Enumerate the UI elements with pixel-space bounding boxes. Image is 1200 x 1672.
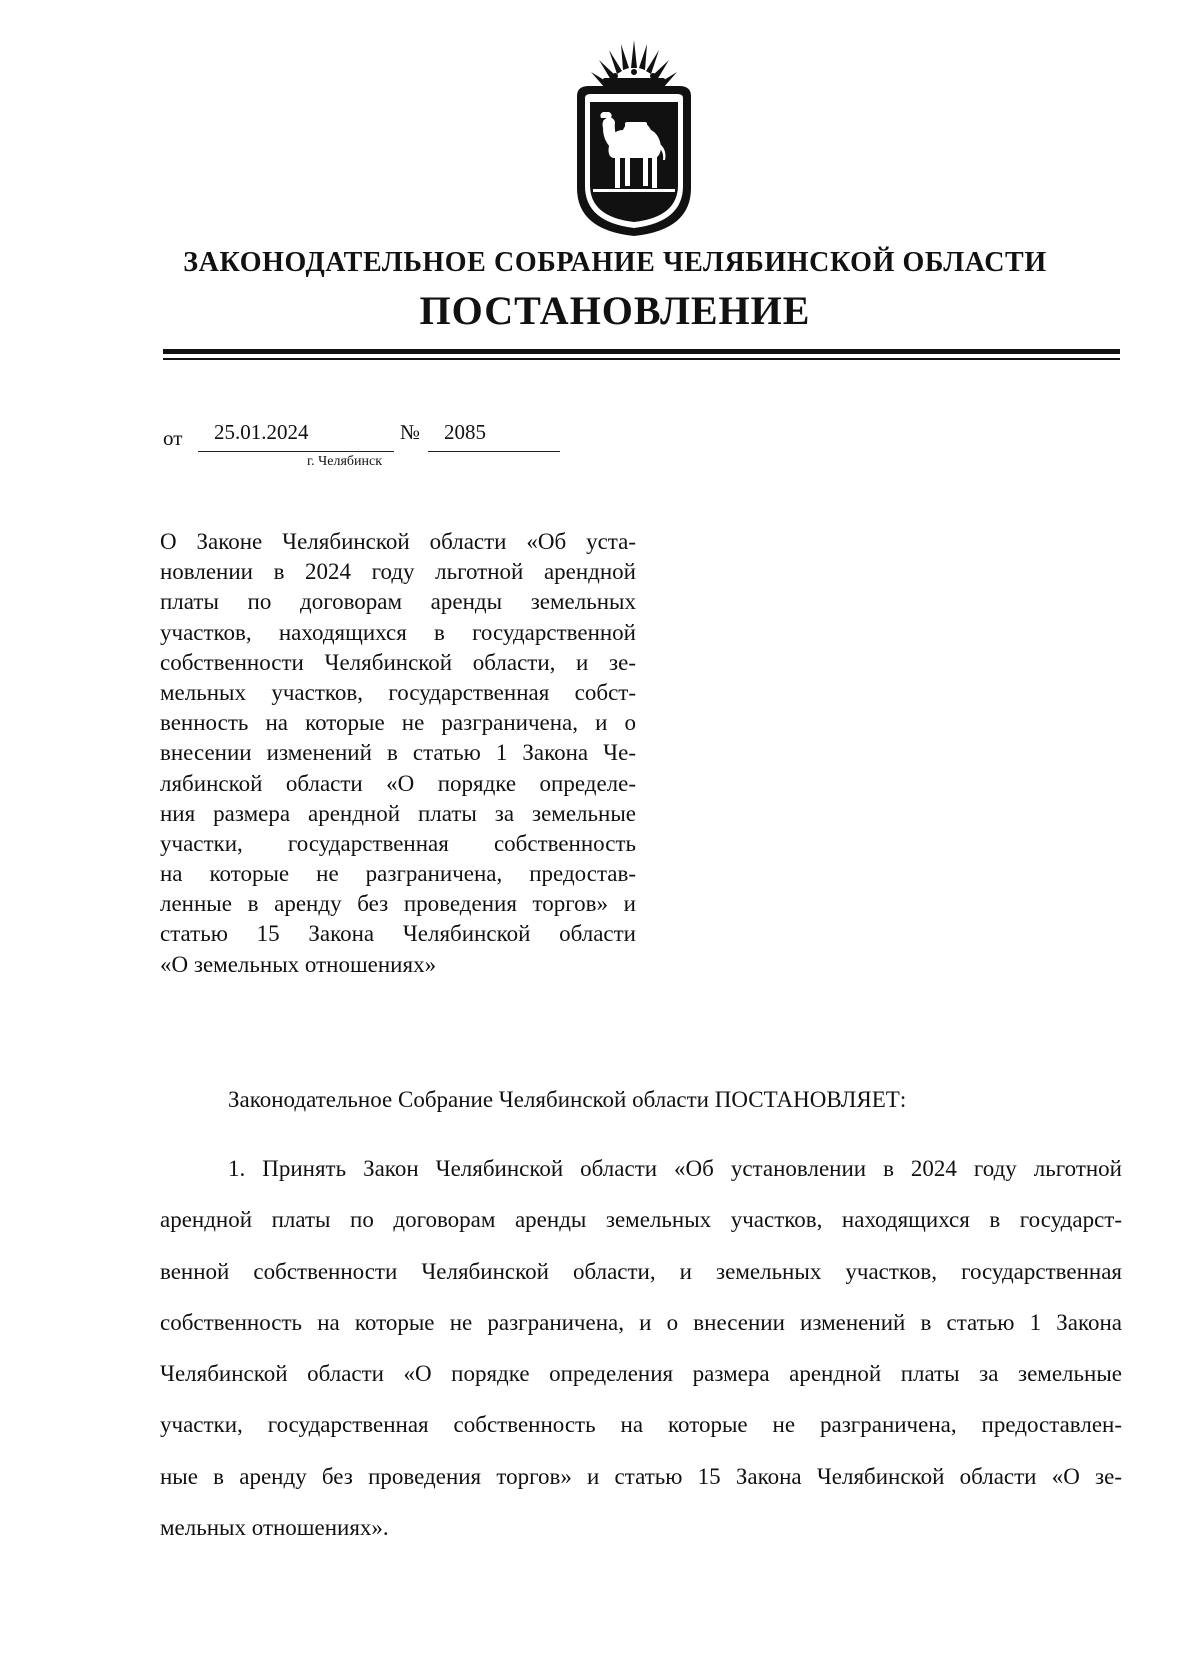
subject-line: участков, находящихся в государственной: [160, 619, 636, 645]
paragraph-line: мельных отношениях».: [160, 1515, 389, 1541]
paragraph-line: арендной платы по договорам аренды земельных участков, находящихся в государст-: [160, 1207, 1122, 1233]
subject-line: О Законе Челябинской области «Об уста-: [160, 529, 636, 554]
subject-line: на которые не разграничена, предостав-: [160, 861, 636, 887]
subject-line: внесении изменений в статью 1 Закона Че-: [160, 740, 636, 766]
date-underline: [198, 451, 394, 452]
header-rule-thin: [163, 358, 1120, 360]
subject-line: ния размера арендной платы за земельные: [160, 800, 636, 826]
subject-line: участки, государственная собственность: [160, 830, 636, 856]
subject-line: статью 15 Закона Челябинской области: [160, 921, 636, 947]
resolution-paragraph-1: [160, 1143, 1122, 1553]
paragraph-line: Челябинской области «О порядке определения размера арендной платы за земельные: [160, 1361, 1122, 1387]
paragraph-line: 1. Принять Закон Челябинской области «Об установлении в 2024 году льготной: [228, 1156, 1122, 1181]
subject-line: венность на которые не разграничена, и о: [160, 710, 636, 736]
paragraph-line: венной собственности Челябинской области, и земельных участков, государственная: [160, 1258, 1122, 1284]
subject-line: платы по договорам аренды земельных: [160, 589, 636, 615]
subject-line: лябинской области «О порядке определе-: [160, 770, 636, 796]
header-rule-thick: [163, 349, 1120, 354]
subject-line: новлении в 2024 году льготной арендной: [160, 559, 636, 585]
document-type-title: ПОСТАНОВЛЕНИЕ: [419, 288, 811, 333]
paragraph-line: собственность на которые не разграничена, и о внесении изменений в статью 1 Закона: [160, 1309, 1122, 1335]
resolution-heading: Законодательное Собрание Челябинской области ПОСТАНОВЛЯЕТ:: [228, 1087, 907, 1112]
document-date: 25.01.2024: [214, 420, 309, 444]
document-number: 2085: [444, 420, 486, 444]
from-label: от: [163, 426, 183, 450]
subject-line: ленные в аренду без проведения торгов» и: [160, 891, 636, 917]
chelyabinsk-region-coat-of-arms-icon: [559, 38, 709, 238]
city-label: г. Челябинск: [307, 454, 383, 469]
number-label: №: [400, 420, 421, 444]
paragraph-line: участки, государственная собственность на которые не разграничена, предоставлен-: [160, 1412, 1122, 1438]
number-underline: [428, 451, 560, 452]
subject-line: собственности Челябинской области, и зе-: [160, 649, 636, 675]
organization-title: ЗАКОНОДАТЕЛЬНОЕ СОБРАНИЕ ЧЕЛЯБИНСКОЙ ОБЛАСТИ: [183, 247, 1047, 278]
paragraph-line: ные в аренду без проведения торгов» и статью 15 Закона Челябинской области «О зе-: [160, 1463, 1122, 1489]
subject-line: «О земельных отношениях»: [160, 951, 437, 977]
document-subject: [160, 527, 636, 980]
subject-line: мельных участков, государственная собст-: [160, 679, 636, 705]
